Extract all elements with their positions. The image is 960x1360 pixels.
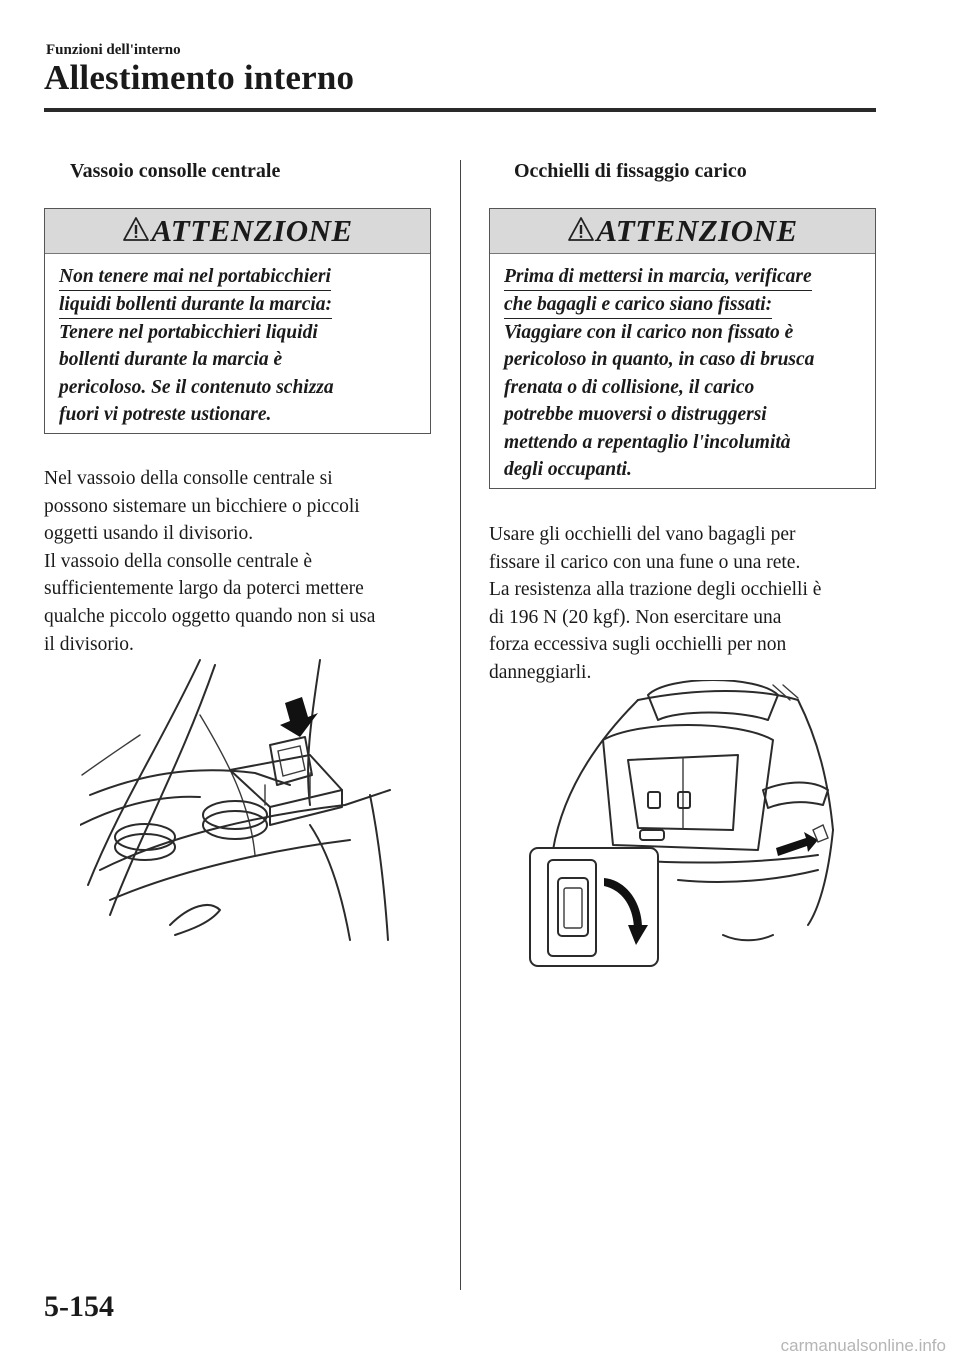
chapter-title: Allestimento interno [44,58,355,97]
left-heading: Vassoio consolle centrale [70,160,281,182]
left-warning-text-line: pericoloso. Se il contenuto schizza [59,376,334,398]
left-warning-text-line: Tenere nel portabicchieri liquidi [59,322,318,343]
right-paragraph-line: fissare il carico con una fune o una rete. [489,551,801,573]
left-warning-subtitle-line: Non tenere mai nel portabicchieri [59,264,331,291]
right-warning-header [490,209,875,254]
column-divider [460,160,461,1290]
left-paragraph-line: il divisorio. [44,633,134,655]
right-heading: Occhielli di fissaggio carico [514,160,747,182]
left-paragraph-line: Il vassoio della consolle centrale è [44,550,313,572]
right-paragraph-line: danneggiarli. [489,661,592,683]
console-tray-illustration [80,655,400,945]
left-paragraph [44,465,375,658]
left-warning-text-line: fuori vi potreste ustionare. [59,404,272,426]
right-warning-text-line: potrebbe muoversi o distruggersi [504,404,767,426]
section-label: Funzioni dell'interno [46,42,181,58]
left-paragraph-line: oggetti usando il divisorio. [44,523,254,545]
cargo-hooks-illustration [528,680,848,970]
left-warning-header [45,209,430,254]
right-warning-text-line: frenata o di collisione, il carico [504,376,755,398]
header-rule [44,108,876,112]
right-warning-title: ATTENZIONE [596,213,798,248]
right-warning-text-line: mettendo a repentaglio l'incolumità [504,431,791,453]
watermark: carmanualsonline.info [780,1336,946,1355]
left-paragraph-line: possono sistemare un bicchiere o piccoli [44,495,360,517]
right-warning-body [490,254,875,495]
right-paragraph [489,521,821,687]
right-warning-subtitle-line: Prima di mettersi in marcia, verificare [504,264,812,291]
right-paragraph-line: di 196 N (20 kgf). Non esercitare una [489,606,782,628]
right-warning-text-line: Viaggiare con il carico non fissato è [504,322,794,343]
right-warning-subtitle-line: che bagagli e carico siano fissati: [504,292,772,319]
warning-triangle-icon [122,216,150,242]
right-warning-text-line: degli occupanti. [504,459,632,481]
right-paragraph-line: forza eccessiva sugli occhielli per non [489,634,787,656]
right-warning-text-line: pericoloso in quanto, in caso di brusca [504,349,815,371]
page-number: 5-154 [44,1290,114,1323]
warning-triangle-icon [567,216,595,242]
left-warning-subtitle-line: liquidi bollenti durante la marcia: [59,292,332,319]
left-warning-box [44,208,431,434]
left-paragraph-line: qualche piccolo oggetto quando non si usa [44,605,376,627]
right-paragraph-line: Usare gli occhielli del vano bagagli per [489,524,796,545]
left-warning-body [45,254,430,441]
left-paragraph-line: Nel vassoio della consolle centrale si [44,468,333,489]
left-paragraph-line: sufficientemente largo da poterci mettere [44,578,364,600]
right-warning-box [489,208,876,489]
left-warning-text-line: bollenti durante la marcia è [59,349,283,371]
left-warning-title: ATTENZIONE [151,213,353,248]
right-paragraph-line: La resistenza alla trazione degli occhielli è [489,579,822,601]
